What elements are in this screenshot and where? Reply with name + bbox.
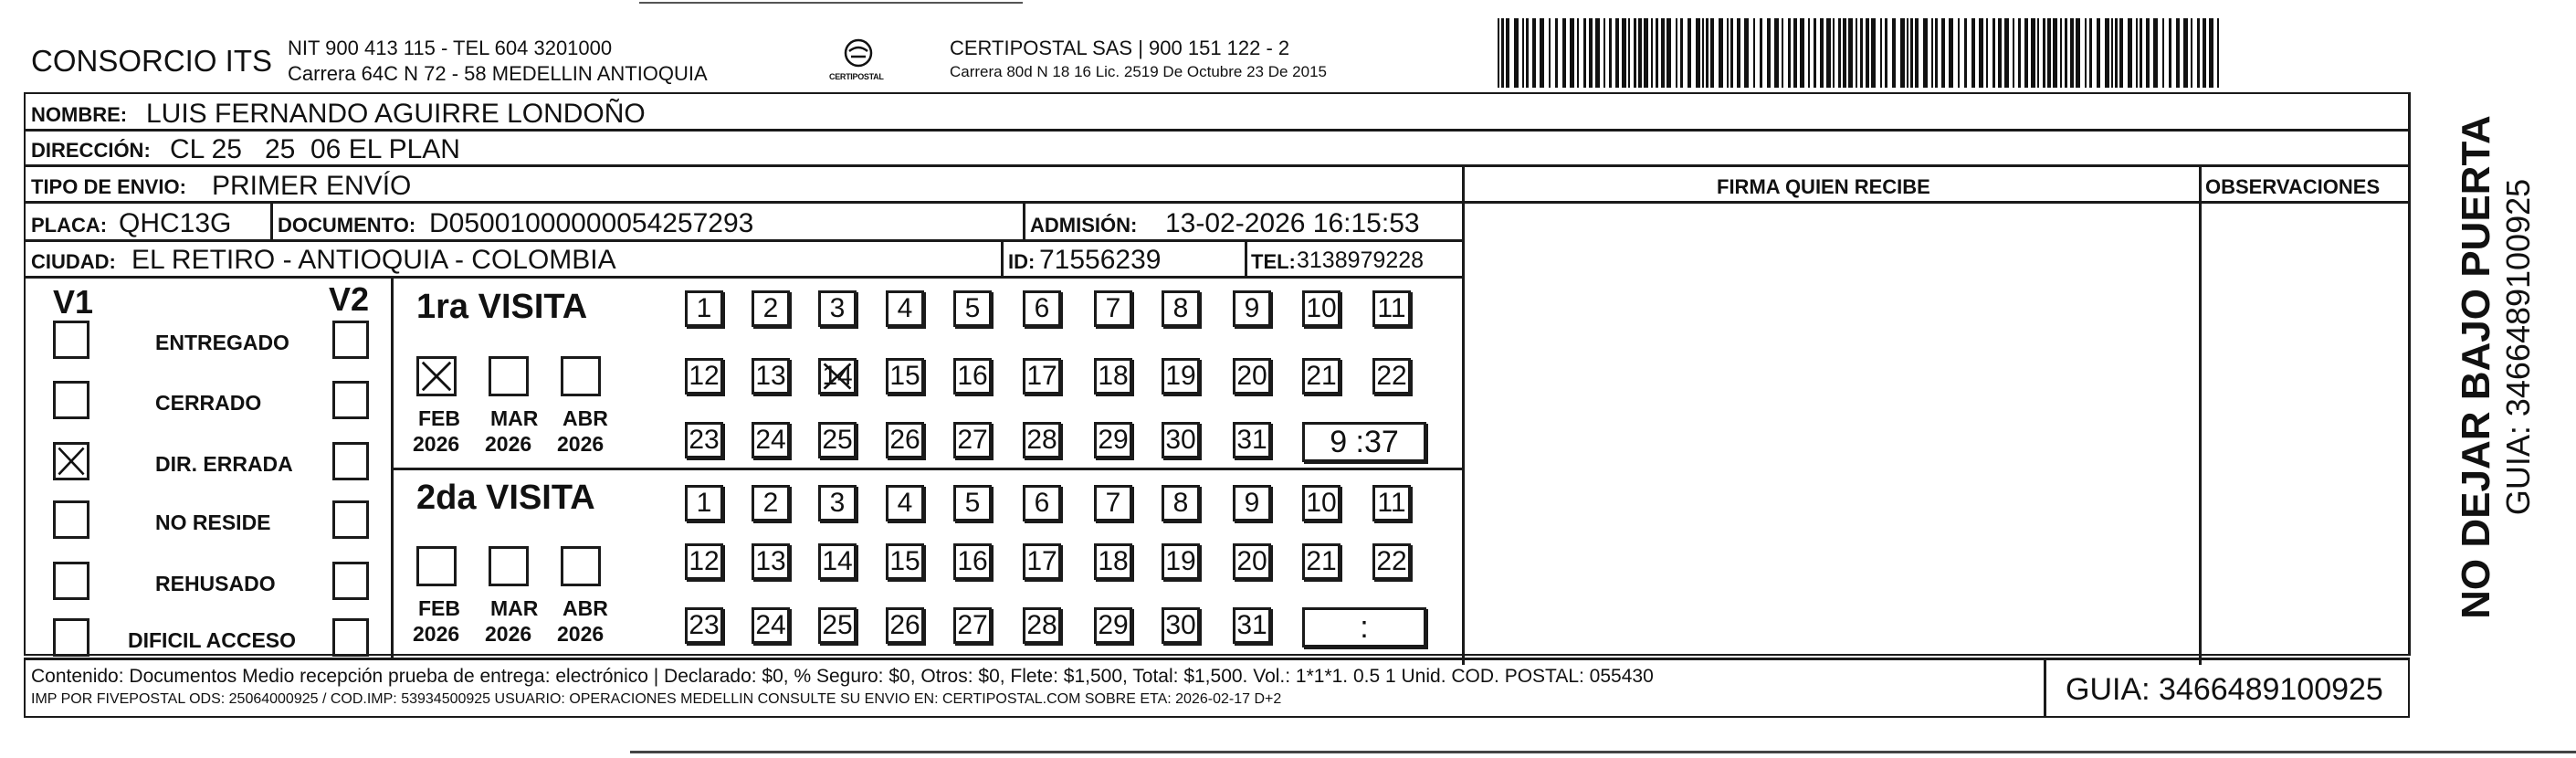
tipo-envio-label: TIPO DE ENVIO: [31, 175, 186, 198]
visit1-day-box[interactable]: 30 [1162, 422, 1200, 458]
v2-label: V2 [329, 280, 370, 318]
month-checkbox[interactable] [489, 546, 529, 586]
barcode [1498, 18, 2228, 88]
visit2-day-box[interactable]: 10 [1302, 485, 1341, 521]
visit1-day-box[interactable]: 1 [685, 290, 723, 327]
visit2-title: 2da VISITA [416, 479, 595, 517]
visit2-day-box[interactable]: 16 [953, 543, 992, 580]
visit1-time-box[interactable]: 9 :37 [1302, 422, 1426, 462]
visit2-day-box[interactable]: 6 [1023, 485, 1061, 521]
carrier-line: CERTIPOSTAL SAS | 900 151 122 - 2 [950, 37, 1290, 59]
admision-value: 13-02-2026 16:15:53 [1165, 208, 1420, 238]
visit2-day-box[interactable]: 18 [1094, 543, 1132, 580]
visit1-day-box[interactable]: 3 [818, 290, 857, 327]
status-label: DIFICIL ACCESO [128, 628, 297, 652]
v1-checkbox[interactable] [53, 618, 89, 657]
company-name: CONSORCIO ITS [31, 44, 273, 78]
top-edge-line [639, 2, 1023, 4]
month-label: ABR [563, 406, 608, 430]
barcode-graphic [1498, 18, 2228, 88]
visit1-day-box[interactable]: 25 [818, 422, 857, 458]
visit1-day-box[interactable]: 10 [1302, 290, 1341, 327]
placa-value: QHC13G [119, 208, 232, 238]
v1-checkbox[interactable] [53, 321, 89, 359]
visit2-day-box[interactable]: 4 [886, 485, 924, 521]
direccion-value: CL 25 25 06 EL PLAN [170, 134, 460, 164]
month-year: 2026 [485, 622, 532, 646]
ciudad-label: CIUDAD: [31, 250, 116, 273]
nombre-value: LUIS FERNANDO AGUIRRE LONDOÑO [146, 99, 646, 129]
side-guia: GUIA: 3466489100925 [2499, 178, 2537, 516]
visit1-day-box[interactable]: 28 [1023, 422, 1061, 458]
visit2-day-box[interactable]: 22 [1372, 543, 1411, 580]
visit1-day-box[interactable]: 26 [886, 422, 924, 458]
visit1-day-box[interactable]: 12 [685, 358, 723, 395]
visit1-day-box[interactable]: 4 [886, 290, 924, 327]
visit2-day-box[interactable]: 25 [818, 607, 857, 644]
month-checkbox[interactable] [489, 356, 529, 396]
month-year: 2026 [413, 622, 460, 646]
visit2-day-box[interactable]: 17 [1023, 543, 1061, 580]
tel-value: 3138979228 [1297, 247, 1425, 273]
visit1-day-box[interactable]: 18 [1094, 358, 1132, 395]
visit1-day-box[interactable]: 21 [1302, 358, 1341, 395]
v1-checkbox[interactable] [53, 562, 89, 600]
v2-checkbox[interactable] [332, 381, 369, 419]
no-dejar-bajo-puerta: NO DEJAR BAJO PUERTA [2454, 115, 2498, 619]
visit2-day-box[interactable]: 29 [1094, 607, 1132, 644]
visit1-day-box[interactable]: 19 [1162, 358, 1200, 395]
visit1-day-box[interactable]: 27 [953, 422, 992, 458]
bottom-edge-line [630, 751, 2576, 753]
admision-label: ADMISIÓN: [1030, 214, 1138, 237]
footer-print-line: IMP POR FIVEPOSTAL ODS: 25064000925 / COD.IMP: 53934500925 USUARIO: OPERACIONES MEDELLIN CONSULTE SU ENVIO EN: CERTIPOSTAL.COM SOBRE ETA: 2026-02-17 D+2 [31, 691, 1282, 707]
visit2-day-box[interactable]: 24 [752, 607, 790, 644]
month-year: 2026 [557, 622, 605, 646]
id-label: ID: [1008, 250, 1036, 273]
visit2-day-box[interactable]: 2 [752, 485, 790, 521]
visit2-day-box[interactable]: 14 [818, 543, 857, 580]
visit1-day-box[interactable]: 24 [752, 422, 790, 458]
visit2-day-box[interactable]: 7 [1094, 485, 1132, 521]
logo-text: CERTIPOSTAL [829, 72, 884, 81]
status-label: ENTREGADO [155, 331, 289, 354]
v2-checkbox[interactable] [332, 321, 369, 359]
certipostal-logo [831, 33, 886, 88]
check-x-icon [56, 445, 87, 478]
id-value: 71556239 [1039, 245, 1162, 275]
visit1-day-box[interactable]: 15 [886, 358, 924, 395]
carrier-address-line: Carrera 80d N 18 16 Lic. 2519 De Octubre 23 De 2015 [950, 63, 1327, 80]
direccion-label: DIRECCIÓN: [31, 139, 151, 162]
documento-label: DOCUMENTO: [278, 214, 416, 237]
tipo-envio-value: PRIMER ENVÍO [212, 171, 412, 201]
v2-checkbox[interactable] [332, 442, 369, 480]
month-year: 2026 [557, 432, 605, 456]
month-label: FEB [418, 596, 460, 620]
visit2-day-box[interactable]: 3 [818, 485, 857, 521]
side-notice [2411, 91, 2576, 658]
visit2-day-box[interactable]: 15 [886, 543, 924, 580]
visit2-day-box[interactable]: 1 [685, 485, 723, 521]
company-nit-line: NIT 900 413 115 - TEL 604 3201000 [288, 37, 613, 59]
visit1-day-box[interactable]: 31 [1233, 422, 1271, 458]
status-label: CERRADO [155, 391, 262, 415]
observaciones-header: OBSERVACIONES [2205, 175, 2381, 198]
placa-label: PLACA: [31, 214, 108, 237]
visit1-day-box[interactable]: 17 [1023, 358, 1061, 395]
nombre-label: NOMBRE: [31, 103, 128, 126]
v1-checkbox[interactable] [53, 500, 89, 539]
visit1-day-box[interactable]: 7 [1094, 290, 1132, 327]
visit2-time-box[interactable]: : [1302, 607, 1426, 647]
month-label: FEB [418, 406, 460, 430]
documento-value: D05001000000054257293 [429, 208, 754, 238]
check-x-icon [821, 361, 854, 392]
visit2-day-box[interactable]: 8 [1162, 485, 1200, 521]
visit1-day-box[interactable]: 11 [1372, 290, 1411, 327]
status-label: DIR. ERRADA [155, 452, 293, 476]
visit2-day-box[interactable]: 20 [1233, 543, 1271, 580]
month-label: ABR [563, 596, 608, 620]
visit2-day-box[interactable]: 23 [685, 607, 723, 644]
visit1-day-box[interactable]: 2 [752, 290, 790, 327]
month-checkbox[interactable] [416, 356, 457, 396]
visit1-day-box[interactable]: 22 [1372, 358, 1411, 395]
month-year: 2026 [485, 432, 532, 456]
status-label: NO RESIDE [155, 511, 271, 534]
v1-checkbox[interactable] [53, 381, 89, 419]
firma-header: FIRMA QUIEN RECIBE [1717, 175, 1930, 198]
check-x-icon [419, 359, 454, 394]
visit1-day-box[interactable]: 20 [1233, 358, 1271, 395]
visit1-day-box[interactable]: 23 [685, 422, 723, 458]
visit2-day-box[interactable]: 26 [886, 607, 924, 644]
visit2-day-box[interactable]: 13 [752, 543, 790, 580]
visit2-day-box[interactable]: 28 [1023, 607, 1061, 644]
visit2-day-box[interactable]: 9 [1233, 485, 1271, 521]
visit1-day-box[interactable]: 8 [1162, 290, 1200, 327]
footer-content-line: Contenido: Documentos Medio recepción prueba de entrega: electrónico | Declarado: $0, % Seguro: $0, Otros: $0, Flete: $1,500, Total: $1,500. Vol.: 1*1*1. 0.5 1 Unid. COD. POSTAL: 055430 [31, 666, 1654, 687]
visit2-day-box[interactable]: 12 [685, 543, 723, 580]
visit2-day-box[interactable]: 31 [1233, 607, 1271, 644]
ciudad-value: EL RETIRO - ANTIOQUIA - COLOMBIA [131, 245, 616, 275]
month-label: MAR [490, 406, 539, 430]
visit1-day-box[interactable]: 16 [953, 358, 992, 395]
visit2-day-box[interactable]: 5 [953, 485, 992, 521]
visit2-day-box[interactable]: 19 [1162, 543, 1200, 580]
v2-checkbox[interactable] [332, 618, 369, 657]
visit1-day-box[interactable]: 9 [1233, 290, 1271, 327]
month-checkbox[interactable] [561, 356, 601, 396]
v2-checkbox[interactable] [332, 562, 369, 600]
visit1-day-box[interactable]: 5 [953, 290, 992, 327]
visit1-day-box[interactable]: 14 [818, 358, 857, 395]
footer-guia: GUIA: 3466489100925 [2066, 672, 2383, 707]
visit1-day-box[interactable]: 13 [752, 358, 790, 395]
month-checkbox[interactable] [416, 546, 457, 586]
visit1-title: 1ra VISITA [416, 288, 588, 326]
visit1-day-box[interactable]: 29 [1094, 422, 1132, 458]
visit2-day-box[interactable]: 27 [953, 607, 992, 644]
visit1-day-box[interactable]: 6 [1023, 290, 1061, 327]
visit2-day-box[interactable]: 30 [1162, 607, 1200, 644]
tel-label: TEL: [1251, 250, 1296, 273]
month-label: MAR [490, 596, 539, 620]
status-label: REHUSADO [155, 572, 276, 595]
v2-checkbox[interactable] [332, 500, 369, 539]
month-year: 2026 [413, 432, 460, 456]
visit2-day-box[interactable]: 11 [1372, 485, 1411, 521]
visit2-day-box[interactable]: 21 [1302, 543, 1341, 580]
company-address-line: Carrera 64C N 72 - 58 MEDELLIN ANTIOQUIA [288, 62, 708, 85]
v1-label: V1 [53, 283, 94, 321]
v1-checkbox[interactable] [53, 442, 89, 480]
month-checkbox[interactable] [561, 546, 601, 586]
